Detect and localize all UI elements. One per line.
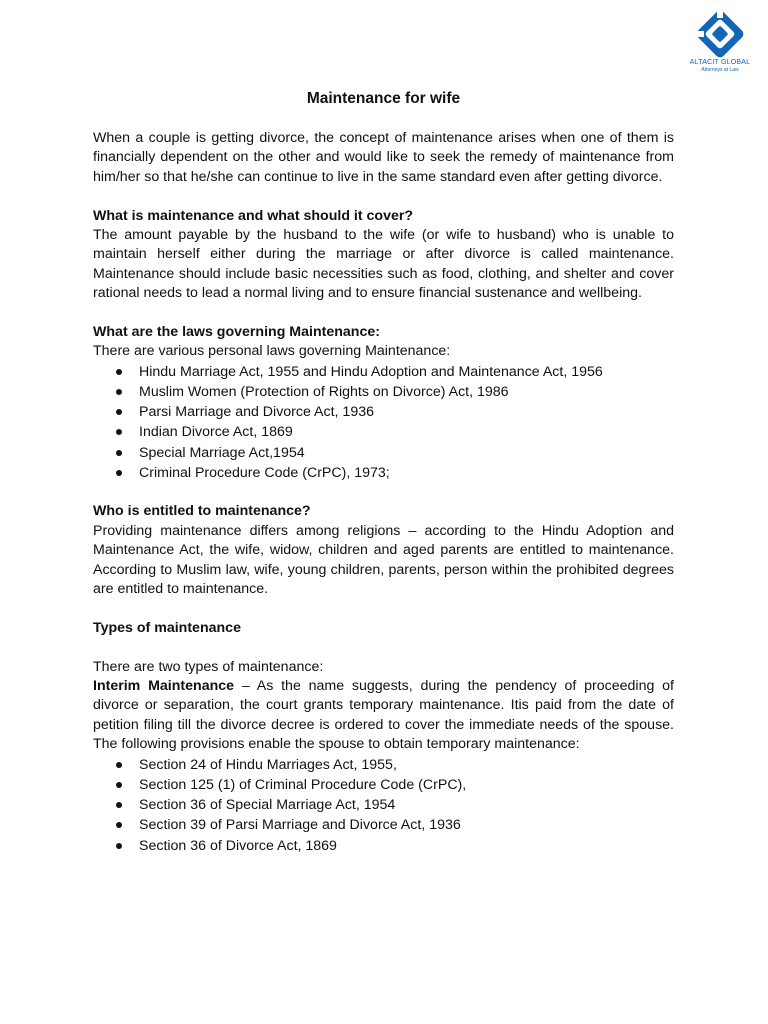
section-heading-types: Types of maintenance [93, 619, 241, 636]
section-intro-types: There are two types of maintenance: [93, 658, 324, 675]
list-item: Section 39 of Parsi Marriage and Divorce Act, 1936 [93, 815, 674, 835]
list-item: Section 24 of Hindu Marriages Act, 1955, [93, 755, 674, 775]
list-item: Muslim Women (Protection of Rights on Divorce) Act, 1986 [93, 382, 674, 402]
interim-body: – As the name suggests, during the pendency of proceeding of divorce or separation, the court grants temporary maintenance. Itis paid from the date of petition filing till the divorce decree is ordered to cover the immediate needs of the spouse. The following provisions enable the spouse to obtain temporary maintenance: [93, 678, 674, 753]
spacer [93, 599, 674, 618]
logo-name: ALTACIT GLOBAL [689, 59, 751, 66]
document-body [93, 88, 674, 856]
intro-paragraph: When a couple is getting divorce, the concept of maintenance arises when one of them is financially dependent on the other and would like to seek the remedy of maintenance from him/her so that he/she can continue to live in the same standard even after getting divorce. [93, 130, 674, 185]
interim-label: Interim Maintenance [93, 678, 235, 695]
list-item: Hindu Marriage Act, 1955 and Hindu Adoption and Maintenance Act, 1956 [93, 362, 674, 382]
list-item: Criminal Procedure Code (CrPC), 1973; [93, 463, 674, 483]
list-item: Section 36 of Divorce Act, 1869 [93, 836, 674, 856]
section-body-entitlement: Providing maintenance differs among religions – according to the Hindu Adoption and Maintenance Act, the wife, widow, children and aged parents are entitled to maintenance. According to Muslim law, wife, young children, parents, person within the prohibited degrees are entitled to maintenance. [93, 522, 674, 598]
list-item: Indian Divorce Act, 1869 [93, 422, 674, 442]
section-heading-definition: What is maintenance and what should it cover? [93, 207, 414, 224]
logo-tagline: Attorneys at Law [701, 67, 739, 73]
list-item: Parsi Marriage and Divorce Act, 1936 [93, 402, 674, 422]
spacer [93, 187, 674, 206]
spacer [93, 483, 674, 502]
section-body-definition: The amount payable by the husband to the wife (or wife to husband) who is unable to maintain herself either during the marriage or after divorce is called maintenance. Maintenance should include basic necessities such as food, clothing, and shelter and cover rational needs to lead a normal living and to ensure financial sustenance and wellbeing. [93, 227, 674, 302]
interim-paragraph [93, 677, 674, 755]
provisions-list [93, 755, 674, 856]
spacer [93, 638, 674, 657]
list-item: Section 125 (1) of Criminal Procedure Code (CrPC), [93, 775, 674, 795]
company-logo [684, 10, 756, 78]
section-heading-laws: What are the laws governing Maintenance: [93, 324, 380, 341]
logo-mark-icon [694, 10, 746, 58]
section-intro-laws: There are various personal laws governing Maintenance: [93, 343, 451, 360]
page-title: Maintenance for wife [306, 90, 461, 107]
section-heading-entitlement: Who is entitled to maintenance? [93, 503, 311, 520]
list-item: Special Marriage Act,1954 [93, 443, 674, 463]
spacer [93, 304, 674, 323]
laws-list [93, 362, 674, 483]
list-item: Section 36 of Special Marriage Act, 1954 [93, 795, 674, 815]
